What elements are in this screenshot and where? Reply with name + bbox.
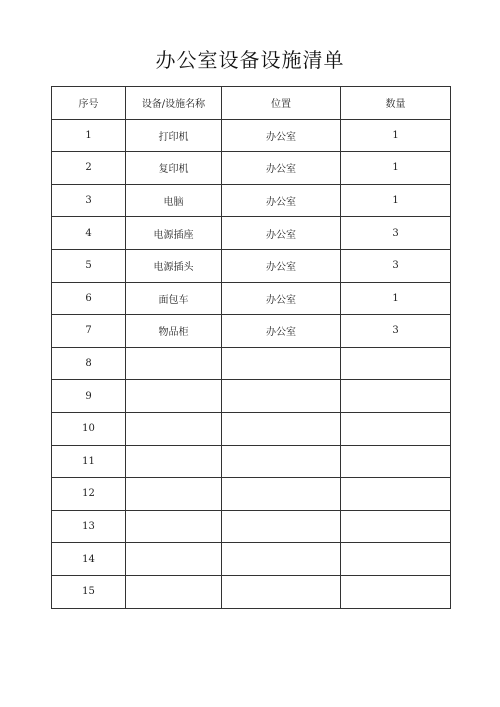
cell-location: 办公室 [222,217,341,250]
table-row [52,543,451,576]
cell-equipment-name [126,478,222,511]
table-row [52,119,451,152]
cell-location [222,510,341,543]
cell-index: 11 [52,445,126,478]
cell-index: 13 [52,510,126,543]
cell-location [222,347,341,380]
cell-index: 5 [52,249,126,282]
cell-equipment-name: 电源插座 [126,217,222,250]
cell-equipment-name [126,380,222,413]
cell-index: 9 [52,380,126,413]
cell-location: 办公室 [222,152,341,185]
cell-quantity [341,478,451,511]
cell-index: 12 [52,478,126,511]
cell-location [222,380,341,413]
table-row [52,575,451,608]
cell-quantity: 3 [341,315,451,348]
cell-quantity: 3 [341,217,451,250]
table-row [52,152,451,185]
cell-index: 1 [52,119,126,152]
cell-equipment-name: 物品柜 [126,315,222,348]
cell-location: 办公室 [222,184,341,217]
cell-location [222,543,341,576]
table-row [52,315,451,348]
cell-quantity: 1 [341,282,451,315]
cell-index: 10 [52,412,126,445]
cell-location: 办公室 [222,249,341,282]
cell-location [222,478,341,511]
cell-index: 14 [52,543,126,576]
cell-index: 3 [52,184,126,217]
cell-quantity [341,445,451,478]
cell-quantity: 1 [341,184,451,217]
header-equipment-name: 设备/设施名称 [126,87,222,120]
cell-location [222,445,341,478]
table-body [52,119,451,608]
table-row [52,347,451,380]
cell-quantity [341,347,451,380]
equipment-table [51,86,451,609]
cell-quantity [341,543,451,576]
table-row [52,249,451,282]
cell-equipment-name [126,543,222,576]
header-quantity: 数量 [341,87,451,120]
cell-equipment-name: 面包车 [126,282,222,315]
table-row [52,445,451,478]
table-row [52,380,451,413]
cell-quantity [341,510,451,543]
cell-index: 2 [52,152,126,185]
cell-index: 7 [52,315,126,348]
table-row [52,217,451,250]
cell-index: 6 [52,282,126,315]
cell-location [222,412,341,445]
cell-location [222,575,341,608]
cell-location: 办公室 [222,119,341,152]
cell-equipment-name [126,445,222,478]
cell-equipment-name [126,347,222,380]
table-row [52,478,451,511]
cell-location: 办公室 [222,315,341,348]
cell-quantity [341,380,451,413]
cell-quantity: 1 [341,119,451,152]
cell-index: 8 [52,347,126,380]
cell-equipment-name: 复印机 [126,152,222,185]
cell-equipment-name [126,412,222,445]
cell-equipment-name [126,575,222,608]
cell-quantity [341,575,451,608]
table-header-row [52,87,451,120]
cell-equipment-name: 电源插头 [126,249,222,282]
header-location: 位置 [222,87,341,120]
cell-quantity: 1 [341,152,451,185]
cell-location: 办公室 [222,282,341,315]
cell-quantity [341,412,451,445]
table-row [52,510,451,543]
table-row [52,412,451,445]
cell-quantity: 3 [341,249,451,282]
document-title: 办公室设备设施清单 [155,48,345,72]
cell-equipment-name [126,510,222,543]
table-row [52,184,451,217]
cell-equipment-name: 打印机 [126,119,222,152]
table-row [52,282,451,315]
cell-equipment-name: 电脑 [126,184,222,217]
header-index: 序号 [52,87,126,120]
cell-index: 15 [52,575,126,608]
cell-index: 4 [52,217,126,250]
